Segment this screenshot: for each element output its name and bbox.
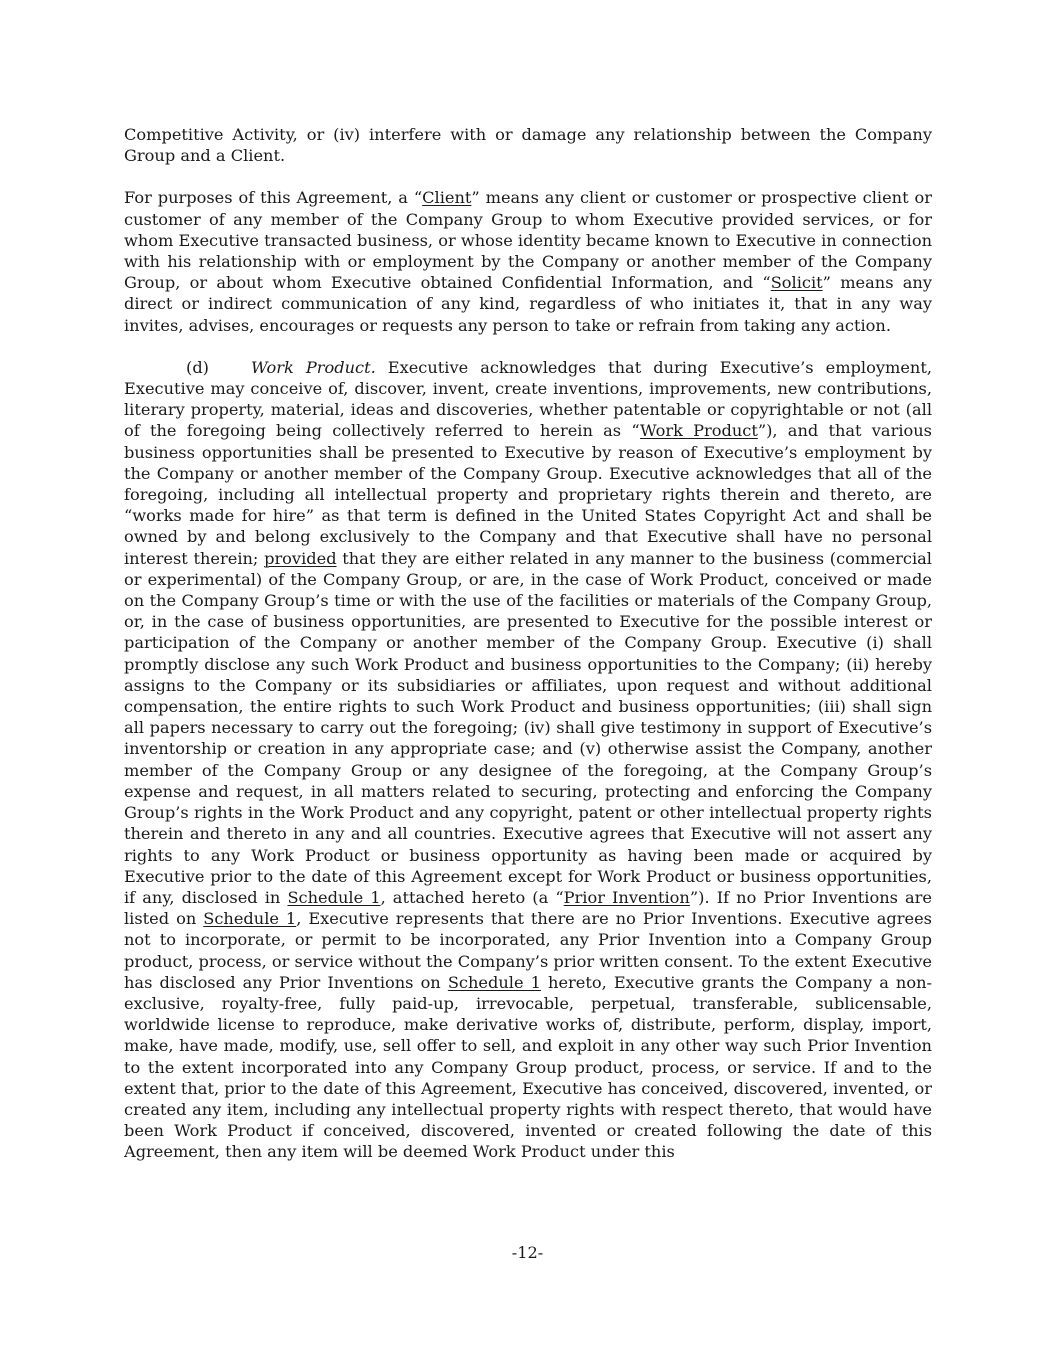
paragraph-competitive-activity xyxy=(124,124,932,166)
schedule-reference: Schedule 1 xyxy=(203,909,297,929)
page-number: -12- xyxy=(511,1243,544,1262)
term-provided: provided xyxy=(264,548,337,568)
paragraph-text: hereto, Executive grants the Company a non-exclusive, royalty-free, fully paid-up, irrevocable, perpetual, transferable, sublicensable, worldwide license to reproduce, make derivative works of, distribute, perform, display, import, make, have made, modify, use, sell offer to sell, and exploit in any other way such Prior Invention to the extent incorporated into any Company Group product, process, or service. If and to the extent that, prior to the date of this Agreement, Executive has conceived, discovered, invented, or created any item, including any intellectual property rights with respect thereto, that would have been Work Product if conceived, discovered, invented or created following the date of this Agreement, then any item will be deemed Work Product under this xyxy=(124,972,932,1162)
paragraph-text: Competitive Activity, or (iv) interfere with or damage any relationship between the Company Group and a Client. xyxy=(124,125,932,166)
paragraph-text: ” means any client or customer or prospective client or customer of any member of the Company Group to whom Executive provided services, or for whom Executive transacted business, or whose identity became known to Executive in connection with his relationship with or employment by the Company or another member of the Company Group, or about whom Executive obtained Confidential Information, and “ xyxy=(124,188,932,293)
schedule-reference: Schedule 1 xyxy=(287,887,381,907)
section-heading: Work Product. xyxy=(251,357,376,377)
paragraph-text: For purposes of this Agreement, a “ xyxy=(124,188,423,208)
paragraph-client-definition xyxy=(124,187,932,335)
paragraph-text: that they are either related in any manner to the business (commercial or experimental) of the Company Group, or are, in the case of Work Product, conceived or made on the Company Group’s time or with the use of the facilities or materials of the Company Group, or, in the case of business opportunities, are presented to Executive for the possible interest or participation of the Company or another member of the Company Group. Executive (i) shall promptly disclose any such Work Product and business opportunities to the Company; (ii) hereby assigns to the Company or its subsidiaries or affiliates, upon request and without additional compensation, the entire rights to such Work Product and business opportunities; (iii) shall sign all papers necessary to carry out the foregoing; (iv) shall give testimony in support of Executive’s inventorship or creation in any appropriate case; and (v) otherwise assist the Company, another member of the Company Group or any designee of the foregoing, at the Company Group’s expense and request, in all matters related to securing, protecting and enforcing the Company Group’s rights in the Work Product and any copyright, patent or other intellectual property rights therein and thereto in any and all countries. Executive agrees that Executive will not assert any rights to any Work Product or business opportunity as having been made or acquired by Executive prior to the date of this Agreement except for Work Product or business opportunities, if any, disclosed in xyxy=(124,548,932,907)
defined-term-prior-invention: Prior Invention xyxy=(563,887,690,907)
paragraph-work-product xyxy=(124,357,932,1163)
defined-term-solicit: Solicit xyxy=(770,273,823,293)
paragraph-text: ”), and that various business opportunities shall be presented to Executive by reason of Executive’s employment by the Company or another member of the Company Group. Executive acknowledges that all of the foregoing, including all intellectual property and proprietary rights therein and thereto, are “works made for hire” as that term is defined in the United States Copyright Act and shall be owned by and belong exclusively to the Company and that Executive shall have no personal interest therein; xyxy=(124,421,932,568)
defined-term-client: Client xyxy=(422,188,472,208)
paragraph-text: ” means any direct or indirect communication of any kind, regardless of who initiates it, that in any way invites, advises, encourages or requests any person to take or refrain from taking any action. xyxy=(124,273,932,335)
defined-term-work-product: Work Product xyxy=(640,421,758,441)
paragraph-text: Executive acknowledges that during Executive’s employment, Executive may conceive of, discover, invent, create inventions, improvements, new contributions, literary property, material, ideas and discoveries, whether patentable or copyrightable or not (all of the foregoing being collectively referred to herein as “ xyxy=(124,357,932,441)
schedule-reference: Schedule 1 xyxy=(447,972,541,992)
paragraph-text: , Executive represents that there are no Prior Inventions. Executive agrees not to incorporate, or permit to be incorporated, any Prior Invention into a Company Group product, process, or service without the Company’s prior written consent. To the extent Executive has disclosed any Prior Inventions on xyxy=(124,909,932,992)
paragraph-text: , attached hereto (a “ xyxy=(380,887,564,907)
paragraph-text: ”). If no Prior Inventions are listed on xyxy=(124,887,933,929)
section-label: (d) xyxy=(186,357,209,377)
document-body xyxy=(124,124,932,1163)
